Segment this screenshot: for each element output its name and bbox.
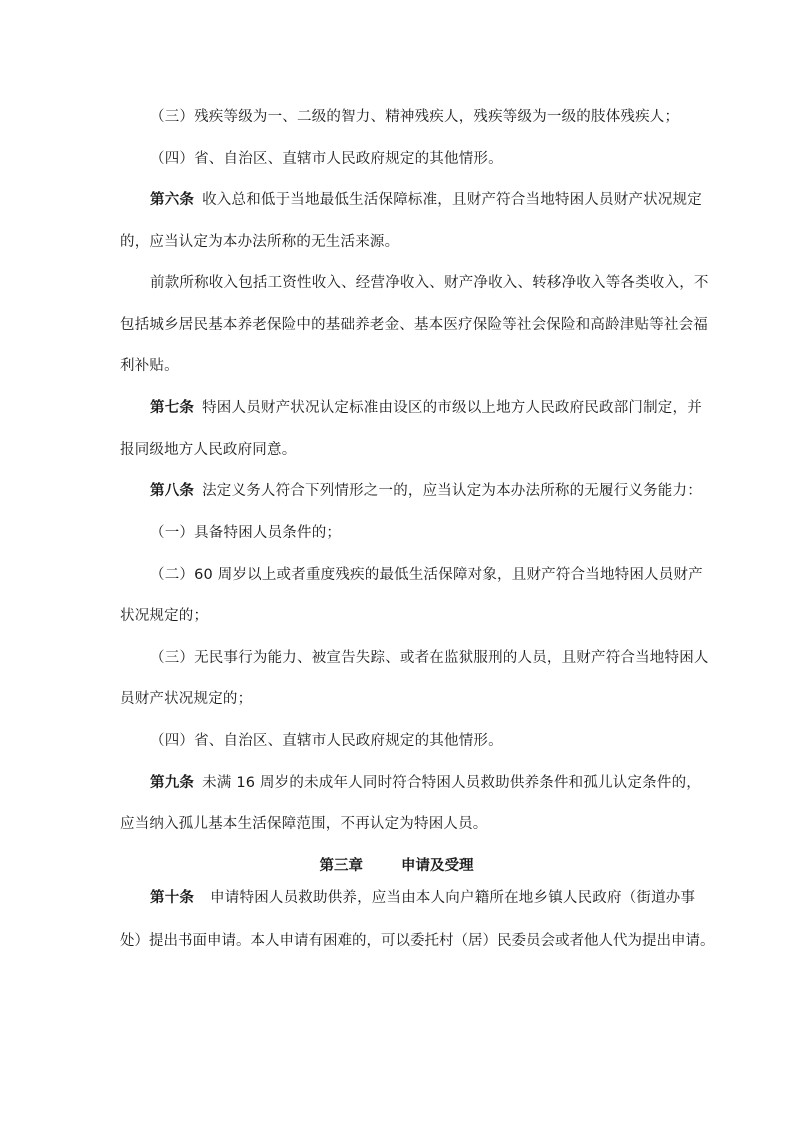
paragraph-line xyxy=(0,648,793,668)
paragraph-line xyxy=(0,523,793,543)
article-heading: 第七条 xyxy=(150,400,195,416)
line-text: （四）省、自治区、直辖市人民政府规定的其他情形。 xyxy=(150,151,503,167)
line-text: 应当纳入孤儿基本生活保障范围，不再认定为特困人员。 xyxy=(120,816,488,832)
paragraph-line xyxy=(0,315,793,335)
paragraph-line xyxy=(0,356,793,376)
line-text: 收入总和低于当地最低生活保障标准，且财产符合当地特困人员财产状况规定 xyxy=(202,192,702,208)
line-text: 利补贴。 xyxy=(120,358,179,374)
paragraph-line xyxy=(0,273,793,293)
article-heading: 第九条 xyxy=(150,775,195,791)
paragraph-line xyxy=(0,440,793,460)
article-heading: 第六条 xyxy=(150,192,195,208)
line-text: 包括城乡居民基本养老保险中的基础养老金、基本医疗保险等社会保险和高龄津贴等社会福 xyxy=(120,317,708,333)
paragraph-line xyxy=(0,731,793,751)
line-text: （三）无民事行为能力、被宣告失踪、或者在监狱服刑的人员，且财产符合当地特困人 xyxy=(150,650,709,666)
chapter-title: 申请及受理 xyxy=(401,858,474,874)
paragraph-line xyxy=(0,107,793,127)
paragraph-line xyxy=(0,149,793,169)
paragraph-line xyxy=(0,565,793,585)
line-text: （四）省、自治区、直辖市人民政府规定的其他情形。 xyxy=(150,733,503,749)
article-8-first-line xyxy=(0,481,793,501)
line-text: （一）具备特困人员条件的； xyxy=(150,525,342,541)
paragraph-line xyxy=(0,931,793,951)
line-text: 的，应当认定为本办法所称的无生活来源。 xyxy=(120,234,400,250)
article-heading: 第十条 xyxy=(150,890,195,906)
paragraph-line xyxy=(0,814,793,834)
chapter-number: 第三章 xyxy=(319,858,363,874)
paragraph-line xyxy=(0,232,793,252)
line-text: 特困人员财产状况认定标准由设区的市级以上地方人民政府民政部门制定，并 xyxy=(202,400,702,416)
line-text: 员财产状况规定的； xyxy=(120,691,253,707)
line-text: 状况规定的； xyxy=(120,608,209,624)
article-7-first-line xyxy=(0,398,793,418)
article-heading: 第八条 xyxy=(150,483,195,499)
line-text: 法定义务人符合下列情形之一的，应当认定为本办法所称的无履行义务能力： xyxy=(202,483,702,499)
article-10-first-line xyxy=(0,888,793,908)
line-text: 报同级地方人民政府同意。 xyxy=(120,442,297,458)
line-text: 前款所称收入包括工资性收入、经营净收入、财产净收入、转移净收入等各类收入，不 xyxy=(150,275,709,291)
line-text: 处）提出书面申请。本人申请有困难的，可以委托村（居）民委员会或者他人代为提出申请。 xyxy=(120,933,715,949)
line-text: 未满 16 周岁的未成年人同时符合特困人员救助供养条件和孤儿认定条件的， xyxy=(202,775,701,791)
line-text: （三）残疾等级为一、二级的智力、精神残疾人，残疾等级为一级的肢体残疾人； xyxy=(150,109,680,125)
paragraph-line xyxy=(0,689,793,709)
line-text: 申请特困人员救助供养，应当由本人向户籍所在地乡镇人民政府（街道办事 xyxy=(210,890,696,906)
article-9-first-line xyxy=(0,773,793,793)
line-text: （二）60 周岁以上或者重度残疾的最低生活保障对象，且财产符合当地特困人员财产 xyxy=(150,567,703,583)
chapter-heading xyxy=(0,856,793,876)
paragraph-line xyxy=(0,606,793,626)
article-6-first-line xyxy=(0,190,793,210)
